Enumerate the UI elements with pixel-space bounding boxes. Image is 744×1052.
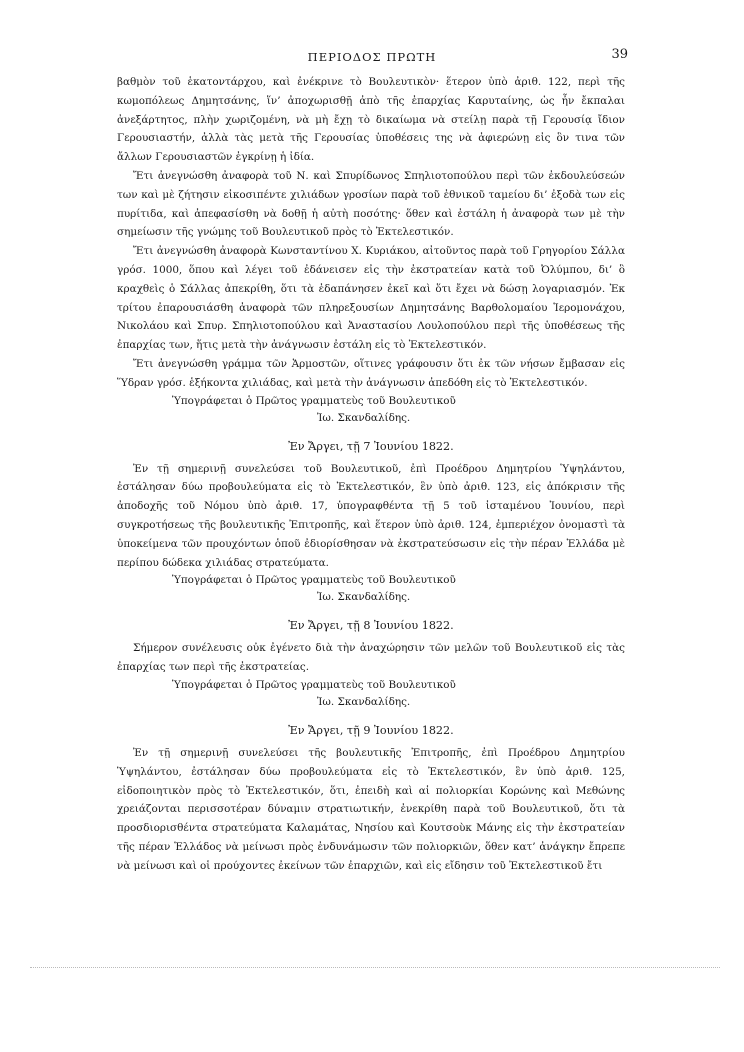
paragraph: Ἐν τῇ σημερινῇ συνελεύσει τοῦ Βουλευτικοῦ, ἐπὶ Προέδρου Δημητρίου Ὑψηλάντου, ἐστάλησαν δύω προβουλεύματα εἰς τὸ Ἐκτελεστικόν, ἓν ὑπὸ ἀριθ. 123, εἰς ἀπόκρισιν τῆς ἀποδοχῆς τοῦ Νόμου ὑπὸ ἀριθ. 17, ὑπογραφθέντα τῇ 5 τοῦ ἱσταμένου Ἰουνίου, περὶ συγκροτήσεως τῆς βουλευτικῆς Ἐπιτροπῆς, καὶ ἕτερον ὑπὸ ἀριθ. 124, ἐμπεριέχον ὀνομαστὶ τὰ ὑποκείμενα τῶν προυχόντων ὁποῦ ἐδιορίσθησαν νὰ ἐκστρατεύσωσιν εἰς τὴν πέραν Ἑλλάδα μὲ περίπου δώδεκα χιλιάδας στρατεύματα. (117, 462, 625, 569)
running-title: ΠΕΡΙΟΔΟΣ ΠΡΩΤΗ (307, 50, 437, 64)
page-number: 39 (611, 47, 628, 62)
signature-line: Ὑπογράφεται ὁ Πρῶτος γραμματεὺς τοῦ Βουλευτικοῦ (172, 574, 456, 587)
signature-name: Ἰω. Σκανδαλίδης. (317, 695, 411, 708)
signature-line: Ὑπογράφεται ὁ Πρῶτος γραμματεὺς τοῦ Βουλευτικοῦ (172, 678, 456, 691)
paragraph-continuation: βαθμὸν τοῦ ἑκατοντάρχου, καὶ ἐνέκρινε τὸ Βουλευτικὸν· ἕτερον ὑπὸ ἀριθ. 122, περὶ τῆς κωμοπόλεως Δημητσάνης, ἵν’ ἀποχωρισθῇ ἀπὸ τῆς ἐπαρχίας Καρυταίνης, ὡς ἦν ἔκπαλαι ἀνεξάρτητος, πλὴν χωριζομένη, νὰ μὴ ἔχῃ τὸ δικαίωμα νὰ στείλῃ παρὰ τῇ Γερουσίᾳ ἴδιον Γερουσιαστήν, ἀλλὰ τὰς μετὰ τῆς Γερουσίας ὑποθέσεις της νὰ ἀφιερώνῃ εἰς ὃν τινα τῶν ἄλλων Γερουσιαστῶν ἐγκρίνῃ ἡ ἰδία. (117, 76, 625, 164)
paragraph: Ἔτι ἀνεγνώσθη ἀναφορὰ τοῦ Ν. καὶ Σπυρίδωνος Σπηλιοτοπούλου περὶ τῶν ἐκδουλεύσεών των καὶ μὲ ζήτησιν εἰκοσιπέντε χιλιάδων γροσίων παρὰ τοῦ ἐθνικοῦ ταμείου δι’ ἐξοδὰ των εἰς πυρίτιδα, καὶ ἀπεφασίσθη νὰ δοθῇ ἡ αὐτὴ ποσότης· ὅθεν καὶ ἐστάλη ἡ ἀναφορὰ των μὲ τὴν σημείωσιν τῆς γνώμης τοῦ Βουλευτικοῦ πρὸς τὸ Ἐκτελεστικόν. (117, 169, 625, 239)
signature-name: Ἰω. Σκανδαλίδης. (317, 591, 411, 604)
date-heading: Ἐν Ἄργει, τῇ 9 Ἰουνίου 1822. (288, 723, 454, 737)
signature-line: Ὑπογράφεται ὁ Πρῶτος γραμματεὺς τοῦ Βουλευτικοῦ (172, 394, 456, 407)
paragraph: Ἔτι ἀνεγνώσθη ἀναφορὰ Κωνσταντίνου Χ. Κυριάκου, αἰτοῦντος παρὰ τοῦ Γρηγορίου Σάλλα γρόσ. 1000, ὅπου καὶ λέγει τοῦ ἐδάνεισεν εἰς τὴν ἐκστρατείαν κατὰ τοῦ Ὀλύμπου, δι’ ὃ κραχθεὶς ὁ Σάλλας ἀπεκρίθη, ὅτι τὰ ἐδαπάνησεν ἐκεῖ καὶ ὅτι ἔχει νὰ δώσῃ λογαριασμόν. Ἐκ τρίτου ἐπαρουσιάσθη ἀναφορὰ τῶν πληρεξουσίων Δημητσάνης Βαρθολομαίου Ἱερομονάχου, Νικολάου καὶ Σπυρ. Σπηλιοτοπούλου καὶ Ἀναστασίου Λουλοπούλου περὶ τῆς ὑποθέσεως τῆς ἐπαρχίας των, ἥτις μετὰ τὴν ἀνάγνωσιν ἐστάλη εἰς τὸ Ἐκτελεστικόν. (117, 245, 625, 352)
date-heading: Ἐν Ἄργει, τῇ 8 Ἰουνίου 1822. (288, 619, 454, 633)
scan-artifact-divider (30, 967, 720, 970)
signature-name: Ἰω. Σκανδαλίδης. (317, 411, 411, 424)
paragraph: Ἔτι ἀνεγνώσθη γράμμα τῶν Ἁρμοστῶν, οἵτινες γράφουσιν ὅτι ἐκ τῶν νήσων ἔμβασαν εἰς Ὕδραν γρόσ. ἑξήκοντα χιλιάδας, καὶ μετὰ τὴν ἀνάγνωσιν ἀπεδόθη εἰς τὸ Ἐκτελεστικόν. (117, 357, 625, 389)
running-header (0, 47, 744, 70)
paragraph: Ἐν τῇ σημερινῇ συνελεύσει τῆς βουλευτικῆς Ἐπιτροπῆς, ἐπὶ Προέδρου Δημητρίου Ὑψηλάντου, ἐστάλησαν δύω προβουλεύματα εἰς τὸ Ἐκτελεστικόν, ἓν ὑπὸ ἀριθ. 125, εἰδοποιητικὸν πρὸς τὸ Ἐκτελεστικόν, ὅτι, ἐπειδὴ καὶ αἱ πολιορκίαι Κορώνης καὶ Μεθώνης χρειάζονται περισσοτέραν δύναμιν στρατιωτικήν, ἐνεκρίθη παρὰ τοῦ Βουλευτικοῦ, ὅτι τὰ προσδιορισθέντα στρατεύματα Καλαμάτας, Νησίου καὶ Κουτσοὺκ Μάνης εἰς τὴν ἐκστρατείαν τῆς πέραν Ἑλλάδος νὰ μείνωσι πρὸς ἐνδυνάμωσιν τῶν πολιορκιῶν, ὅθεν κατ’ ἀνάγκην ἔπρεπε νὰ μείνωσι καὶ οἱ προύχοντες ἐκείνων τῶν ἐπαρχιῶν, καὶ εἰς εἴδησιν τοῦ Ἐκτελεστικοῦ ἔτι (117, 746, 625, 872)
page-body (117, 73, 625, 876)
date-heading: Ἐν Ἄργει, τῇ 7 Ἰουνίου 1822. (288, 439, 454, 453)
paragraph: Σήμερον συνέλευσις οὐκ ἐγένετο διὰ τὴν ἀναχώρησιν τῶν μελῶν τοῦ Βουλευτικοῦ εἰς τὰς ἐπαρχίας των περὶ τῆς ἐκστρατείας. (117, 642, 625, 674)
